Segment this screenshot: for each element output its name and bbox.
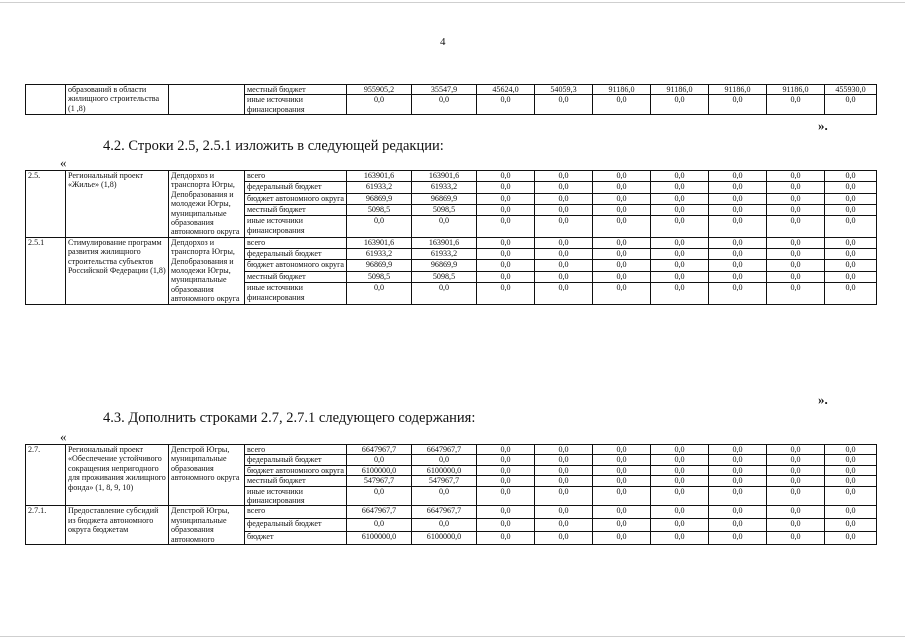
amount-cell: 0,0	[535, 237, 593, 248]
amount-cell: 0,0	[651, 182, 709, 193]
amount-cell: 0,0	[593, 95, 651, 115]
amount-cell: 455930,0	[825, 85, 877, 95]
funding-source: всего	[245, 237, 347, 248]
amount-cell: 0,0	[535, 95, 593, 115]
funding-source: федеральный бюджет	[245, 182, 347, 193]
amount-cell: 0,0	[593, 532, 651, 545]
amount-cell: 163901,6	[347, 237, 412, 248]
funding-source: местный бюджет	[245, 476, 347, 486]
amount-cell: 0,0	[709, 193, 767, 204]
amount-cell: 0,0	[709, 171, 767, 182]
amount-cell: 6100000,0	[412, 532, 477, 545]
amount-cell: 5098,5	[347, 271, 412, 282]
funding-source: бюджет автономного округа	[245, 260, 347, 271]
amount-cell: 0,0	[651, 476, 709, 486]
amount-cell: 0,0	[347, 455, 412, 465]
amount-cell: 0,0	[535, 216, 593, 238]
amount-cell: 0,0	[593, 216, 651, 238]
amount-cell: 5098,5	[347, 204, 412, 215]
amount-cell: 0,0	[651, 445, 709, 455]
amount-cell: 0,0	[477, 465, 535, 475]
amount-cell: 0,0	[347, 216, 412, 238]
amount-cell: 547967,7	[347, 476, 412, 486]
amount-cell: 0,0	[709, 204, 767, 215]
table-row	[26, 171, 877, 182]
amount-cell: 0,0	[593, 445, 651, 455]
item-name: Региональный проект «Жилье» (1,8)	[66, 171, 169, 238]
amount-cell: 0,0	[825, 204, 877, 215]
amount-cell: 0,0	[477, 249, 535, 260]
amount-cell: 0,0	[825, 283, 877, 305]
amount-cell: 0,0	[593, 465, 651, 475]
amount-cell: 0,0	[825, 193, 877, 204]
amount-cell: 6647967,7	[347, 445, 412, 455]
row-number: 2.7.	[26, 445, 66, 506]
amount-cell: 0,0	[767, 476, 825, 486]
amount-cell: 91186,0	[593, 85, 651, 95]
amount-cell: 0,0	[412, 283, 477, 305]
scan-edge-bottom	[0, 636, 905, 637]
amount-cell: 45624,0	[477, 85, 535, 95]
row-number	[26, 85, 66, 115]
row-number: 2.5.1	[26, 237, 66, 304]
amount-cell: 0,0	[347, 95, 412, 115]
amount-cell: 0,0	[767, 171, 825, 182]
amount-cell: 0,0	[767, 193, 825, 204]
amount-cell: 61933,2	[347, 249, 412, 260]
amount-cell: 0,0	[593, 283, 651, 305]
amount-cell: 0,0	[651, 193, 709, 204]
amount-cell: 0,0	[593, 237, 651, 248]
executor: Депстрой Югры, муниципальные образования автономного округа	[169, 445, 245, 506]
amount-cell: 54059,3	[535, 85, 593, 95]
funding-source: бюджет автономного округа	[245, 193, 347, 204]
open-quote-4-2: «	[60, 155, 67, 170]
amount-cell: 5098,5	[412, 204, 477, 215]
amount-cell: 96869,9	[347, 260, 412, 271]
amount-cell: 0,0	[651, 204, 709, 215]
funding-source: федеральный бюджет	[245, 455, 347, 465]
amount-cell: 0,0	[651, 283, 709, 305]
amount-cell: 0,0	[477, 182, 535, 193]
amount-cell: 0,0	[709, 455, 767, 465]
amount-cell: 0,0	[825, 216, 877, 238]
table-4-2	[25, 170, 877, 305]
section-4-2-heading: 4.2. Строки 2.5, 2.5.1 изложить в следующей редакции:	[103, 138, 444, 154]
amount-cell: 0,0	[825, 237, 877, 248]
amount-cell: 0,0	[651, 519, 709, 532]
amount-cell: 5098,5	[412, 271, 477, 282]
amount-cell: 0,0	[477, 283, 535, 305]
scan-edge-top	[0, 2, 905, 3]
funding-source: иные источники финансирования	[245, 95, 347, 115]
amount-cell: 0,0	[593, 519, 651, 532]
table-row	[26, 85, 877, 95]
amount-cell: 0,0	[825, 465, 877, 475]
amount-cell: 0,0	[477, 486, 535, 506]
amount-cell: 0,0	[593, 182, 651, 193]
funding-source: всего	[245, 171, 347, 182]
amount-cell: 0,0	[651, 271, 709, 282]
open-quote-4-3: «	[60, 429, 67, 444]
amount-cell: 0,0	[535, 455, 593, 465]
amount-cell: 0,0	[477, 193, 535, 204]
amount-cell: 0,0	[767, 283, 825, 305]
funding-source: всего	[245, 506, 347, 519]
amount-cell: 61933,2	[412, 182, 477, 193]
amount-cell: 0,0	[709, 532, 767, 545]
amount-cell: 91186,0	[767, 85, 825, 95]
amount-cell: 0,0	[535, 532, 593, 545]
executor: Депдорхоз и транспорта Югры, Депобразования и молодежи Югры, муниципальные образования автономного округа	[169, 237, 245, 304]
amount-cell: 0,0	[535, 193, 593, 204]
amount-cell: 0,0	[767, 204, 825, 215]
amount-cell: 0,0	[825, 171, 877, 182]
amount-cell: 0,0	[767, 455, 825, 465]
amount-cell: 6100000,0	[347, 532, 412, 545]
amount-cell: 0,0	[709, 519, 767, 532]
amount-cell: 0,0	[825, 271, 877, 282]
amount-cell: 0,0	[651, 249, 709, 260]
amount-cell: 0,0	[535, 519, 593, 532]
amount-cell: 0,0	[825, 95, 877, 115]
funding-source: местный бюджет	[245, 204, 347, 215]
amount-cell: 0,0	[535, 204, 593, 215]
table-row	[26, 506, 877, 519]
amount-cell: 0,0	[767, 249, 825, 260]
funding-source: федеральный бюджет	[245, 249, 347, 260]
amount-cell: 0,0	[767, 506, 825, 519]
amount-cell: 0,0	[709, 283, 767, 305]
amount-cell: 0,0	[825, 445, 877, 455]
funding-source: иные источники финансирования	[245, 216, 347, 238]
amount-cell: 0,0	[709, 271, 767, 282]
amount-cell: 96869,9	[347, 193, 412, 204]
amount-cell: 0,0	[347, 486, 412, 506]
executor: Депдорхоз и транспорта Югры, Депобразования и молодежи Югры, муниципальные образования автономного округа	[169, 171, 245, 238]
amount-cell: 0,0	[412, 519, 477, 532]
amount-cell: 0,0	[535, 171, 593, 182]
table-4-3	[25, 444, 877, 545]
amount-cell: 163901,6	[412, 237, 477, 248]
amount-cell: 0,0	[825, 486, 877, 506]
amount-cell: 0,0	[651, 95, 709, 115]
item-name: Региональный проект «Обеспечение устойчивого сокращения непригодного для проживания жилищного фонда» (1, 8, 9, 10)	[66, 445, 169, 506]
amount-cell: 163901,6	[347, 171, 412, 182]
amount-cell: 0,0	[767, 260, 825, 271]
amount-cell: 6647967,7	[347, 506, 412, 519]
amount-cell: 0,0	[709, 445, 767, 455]
amount-cell: 0,0	[651, 465, 709, 475]
amount-cell: 0,0	[477, 237, 535, 248]
amount-cell: 0,0	[412, 216, 477, 238]
amount-cell: 0,0	[767, 182, 825, 193]
amount-cell: 61933,2	[347, 182, 412, 193]
item-name: Стимулирование программ развития жилищного строительства субъектов Российской Федерации (1,8)	[66, 237, 169, 304]
amount-cell: 0,0	[651, 532, 709, 545]
amount-cell: 0,0	[535, 486, 593, 506]
amount-cell: 0,0	[593, 249, 651, 260]
amount-cell: 0,0	[593, 193, 651, 204]
amount-cell: 0,0	[709, 506, 767, 519]
amount-cell: 0,0	[477, 216, 535, 238]
amount-cell: 0,0	[825, 476, 877, 486]
amount-cell: 0,0	[767, 486, 825, 506]
amount-cell: 0,0	[535, 465, 593, 475]
amount-cell: 0,0	[709, 95, 767, 115]
amount-cell: 6647967,7	[412, 445, 477, 455]
amount-cell: 0,0	[709, 465, 767, 475]
amount-cell: 0,0	[535, 283, 593, 305]
amount-cell: 91186,0	[709, 85, 767, 95]
amount-cell: 6100000,0	[412, 465, 477, 475]
amount-cell: 0,0	[651, 171, 709, 182]
item-name: образований в области жилищного строительства (1 ,8)	[66, 85, 169, 115]
amount-cell: 0,0	[535, 506, 593, 519]
amount-cell: 96869,9	[412, 260, 477, 271]
amount-cell: 0,0	[535, 182, 593, 193]
amount-cell: 6100000,0	[347, 465, 412, 475]
amount-cell: 0,0	[477, 519, 535, 532]
funding-source: иные источники финансирования	[245, 283, 347, 305]
closing-quote-4-2: ».	[818, 392, 828, 407]
amount-cell: 35547,9	[412, 85, 477, 95]
table-row	[26, 237, 877, 248]
amount-cell: 0,0	[651, 486, 709, 506]
amount-cell: 0,0	[535, 271, 593, 282]
funding-source: местный бюджет	[245, 85, 347, 95]
amount-cell: 0,0	[593, 506, 651, 519]
section-4-3-heading: 4.3. Дополнить строками 2.7, 2.7.1 следующего содержания:	[103, 410, 476, 426]
amount-cell: 0,0	[767, 532, 825, 545]
amount-cell: 0,0	[477, 506, 535, 519]
amount-cell: 0,0	[535, 476, 593, 486]
closing-quote-top: ».	[818, 118, 828, 133]
amount-cell: 0,0	[767, 519, 825, 532]
amount-cell: 0,0	[825, 506, 877, 519]
executor	[169, 85, 245, 115]
amount-cell: 0,0	[767, 216, 825, 238]
amount-cell: 0,0	[477, 204, 535, 215]
amount-cell: 0,0	[412, 455, 477, 465]
amount-cell: 0,0	[535, 249, 593, 260]
funding-source: местный бюджет	[245, 271, 347, 282]
amount-cell: 547967,7	[412, 476, 477, 486]
item-name: Предоставление субсидий из бюджета автономного округа бюджетам	[66, 506, 169, 545]
amount-cell: 0,0	[347, 519, 412, 532]
funding-source: всего	[245, 445, 347, 455]
page-number: 4	[440, 36, 446, 48]
continued-table	[25, 84, 877, 115]
executor: Депстрой Югры, муниципальные образования автономного	[169, 506, 245, 545]
amount-cell: 0,0	[477, 95, 535, 115]
amount-cell: 0,0	[767, 271, 825, 282]
amount-cell: 163901,6	[412, 171, 477, 182]
amount-cell: 955905,2	[347, 85, 412, 95]
amount-cell: 0,0	[412, 486, 477, 506]
amount-cell: 61933,2	[412, 249, 477, 260]
amount-cell: 0,0	[709, 182, 767, 193]
amount-cell: 0,0	[651, 260, 709, 271]
amount-cell: 0,0	[825, 519, 877, 532]
amount-cell: 0,0	[477, 271, 535, 282]
amount-cell: 0,0	[767, 237, 825, 248]
amount-cell: 91186,0	[651, 85, 709, 95]
amount-cell: 0,0	[709, 249, 767, 260]
amount-cell: 0,0	[825, 249, 877, 260]
amount-cell: 0,0	[593, 455, 651, 465]
amount-cell: 0,0	[593, 204, 651, 215]
amount-cell: 0,0	[477, 455, 535, 465]
amount-cell: 0,0	[535, 445, 593, 455]
amount-cell: 0,0	[477, 171, 535, 182]
amount-cell: 0,0	[651, 506, 709, 519]
amount-cell: 0,0	[347, 283, 412, 305]
amount-cell: 0,0	[825, 532, 877, 545]
amount-cell: 0,0	[477, 476, 535, 486]
amount-cell: 6647967,7	[412, 506, 477, 519]
table-row	[26, 445, 877, 455]
amount-cell: 0,0	[767, 445, 825, 455]
amount-cell: 0,0	[477, 260, 535, 271]
amount-cell: 0,0	[825, 182, 877, 193]
amount-cell: 0,0	[767, 95, 825, 115]
row-number: 2.5.	[26, 171, 66, 238]
amount-cell: 0,0	[593, 476, 651, 486]
amount-cell: 0,0	[535, 260, 593, 271]
amount-cell: 0,0	[709, 260, 767, 271]
amount-cell: 96869,9	[412, 193, 477, 204]
amount-cell: 0,0	[593, 271, 651, 282]
amount-cell: 0,0	[709, 216, 767, 238]
funding-source: бюджет автономного округа	[245, 465, 347, 475]
amount-cell: 0,0	[593, 171, 651, 182]
amount-cell: 0,0	[709, 486, 767, 506]
amount-cell: 0,0	[767, 465, 825, 475]
amount-cell: 0,0	[593, 486, 651, 506]
amount-cell: 0,0	[477, 532, 535, 545]
amount-cell: 0,0	[651, 237, 709, 248]
funding-source: иные источники финансирования	[245, 486, 347, 506]
funding-source: бюджет	[245, 532, 347, 545]
amount-cell: 0,0	[412, 95, 477, 115]
amount-cell: 0,0	[825, 455, 877, 465]
amount-cell: 0,0	[825, 260, 877, 271]
amount-cell: 0,0	[651, 216, 709, 238]
amount-cell: 0,0	[709, 237, 767, 248]
row-number: 2.7.1.	[26, 506, 66, 545]
amount-cell: 0,0	[477, 445, 535, 455]
amount-cell: 0,0	[709, 476, 767, 486]
amount-cell: 0,0	[593, 260, 651, 271]
funding-source: федеральный бюджет	[245, 519, 347, 532]
amount-cell: 0,0	[651, 455, 709, 465]
